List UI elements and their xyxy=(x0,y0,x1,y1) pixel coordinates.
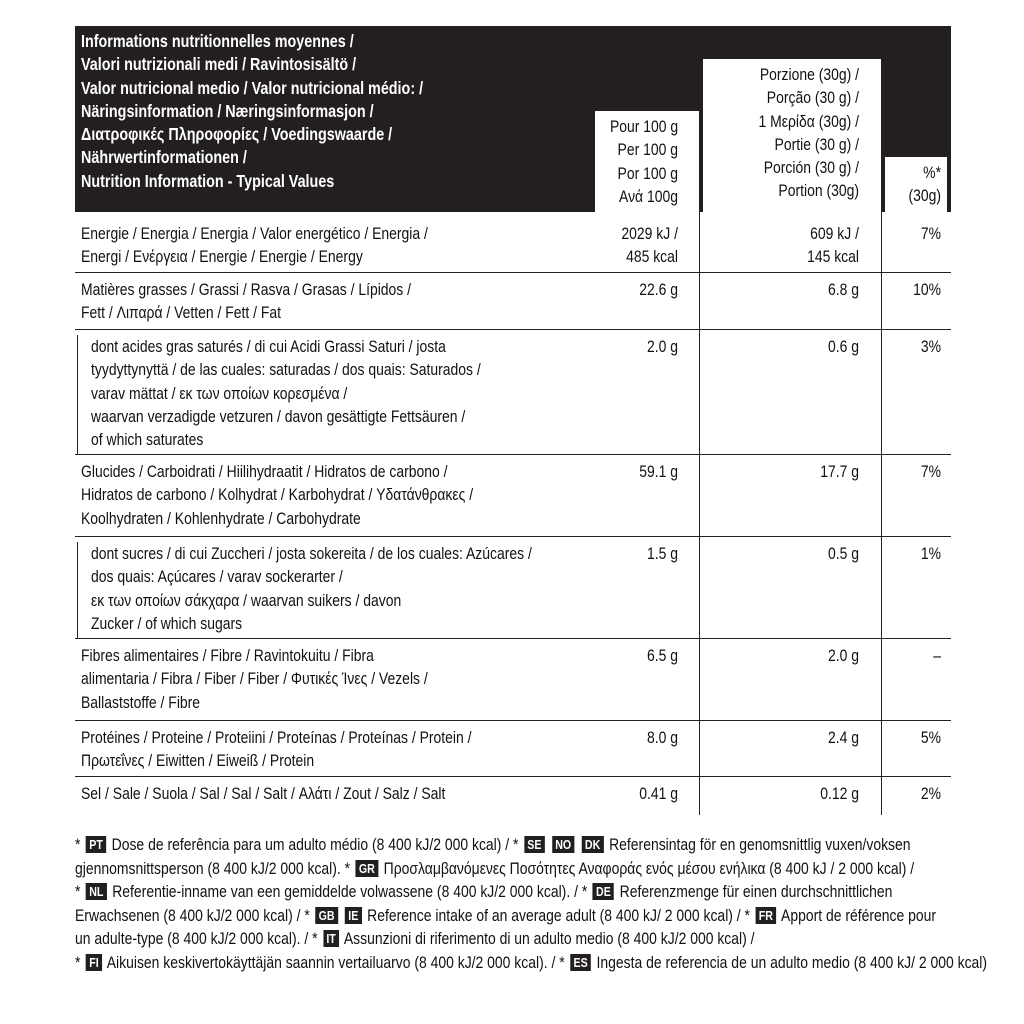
table-header xyxy=(75,26,951,212)
value-per-100g-line: 22.6 g xyxy=(639,280,678,299)
value-per-100g-line: 8.0 g xyxy=(646,728,678,747)
nutrient-name-line: dont acides gras saturés / di cui Acidi Grassi Saturi / josta xyxy=(91,337,446,356)
country-code-badge: ES xyxy=(570,954,591,971)
country-code-badge: SE xyxy=(524,836,545,853)
value-percent-ri-line: 1% xyxy=(920,544,941,563)
nutrient-name xyxy=(81,644,504,714)
nutrient-name xyxy=(81,782,525,805)
footnote-line xyxy=(75,927,797,951)
nutrient-name-line: dos quais: Açúcares / varav sockerarter / xyxy=(91,567,343,587)
value-per-portion-line: 2.4 g xyxy=(827,728,859,747)
nutrient-name-line: Ballaststoffe / Fibre xyxy=(81,692,201,712)
footnote-text: Referentie-inname van een gemiddelde volwassene (8 400 kJ/2 000 kcal). / * xyxy=(108,882,592,902)
nutrient-name xyxy=(81,278,483,325)
value-percent-ri xyxy=(897,222,941,245)
column-divider xyxy=(881,457,882,539)
value-percent-ri-line: 3% xyxy=(920,337,941,356)
column-divider xyxy=(699,723,700,779)
column-header-portion-line: 1 Μερίδα (30g) / xyxy=(758,111,859,131)
nutrient-name xyxy=(81,460,559,530)
footnote-text: Προσλαμβανόμενες Ποσότητες Αναφοράς ενός μέσου ενήλικα (8 400 kJ / 2 000 kcal) / xyxy=(379,858,915,878)
value-percent-ri xyxy=(897,335,941,358)
nutrient-name-line: εκ των οποίων σάκχαρα / waarvan suikers / davon xyxy=(91,590,402,610)
nutrient-name-line: tyydyttynyttä / de las cuales: saturadas / dos quais: Saturados / xyxy=(91,360,481,380)
column-divider xyxy=(699,275,700,332)
column-divider xyxy=(881,539,882,641)
header-title-line: Διατροφικές Πληροφορίες / Voedingswaarde / xyxy=(81,124,393,145)
value-per-100g-line: 59.1 g xyxy=(639,462,678,481)
footnote-line xyxy=(75,880,893,904)
value-per-100g xyxy=(595,726,678,749)
footnote-text: Apport de référence pour xyxy=(777,905,937,925)
table-row xyxy=(75,335,951,460)
value-per-portion-line: 0.12 g xyxy=(820,784,859,803)
nutrition-table xyxy=(75,26,951,803)
row-divider xyxy=(75,454,951,455)
nutrient-name-line: of which saturates xyxy=(91,430,204,450)
nutrient-name-line: dont sucres / di cui Zuccheri / josta sokereita / de los cuales: Azúcares / xyxy=(91,544,532,563)
column-divider xyxy=(699,539,700,641)
country-code-badge: PT xyxy=(86,836,106,853)
column-divider xyxy=(699,457,700,539)
header-title-line: Näringsinformation / Næringsinformasjon / xyxy=(81,100,374,121)
value-percent-ri xyxy=(897,460,941,483)
table-row xyxy=(75,644,951,726)
value-per-portion-line: 17.7 g xyxy=(820,462,859,481)
indent-divider xyxy=(77,542,78,638)
value-per-portion-line: 145 kcal xyxy=(807,247,859,267)
country-code-badge: GB xyxy=(315,907,338,924)
column-divider xyxy=(881,275,882,332)
header-title-line: Valori nutrizionali medi / Ravintosisältö / xyxy=(81,54,357,75)
value-per-portion xyxy=(715,726,859,749)
value-per-portion xyxy=(715,542,859,565)
footnote-text: Aikuisen keskivertokäyttäjän saannin vertailuarvo (8 400 kJ/2 000 kcal). / * xyxy=(103,952,569,972)
value-per-portion xyxy=(715,782,859,805)
footnote-text: * xyxy=(75,882,85,902)
value-per-100g xyxy=(595,222,678,269)
column-header-per-100g-line: Por 100 g xyxy=(617,163,678,183)
value-percent-ri xyxy=(897,542,941,565)
value-per-portion xyxy=(715,644,859,667)
header-title xyxy=(81,30,498,193)
table-row xyxy=(75,782,951,808)
value-per-100g xyxy=(595,460,678,483)
nutrient-name xyxy=(81,726,557,773)
footnote-line xyxy=(75,857,915,881)
value-per-portion xyxy=(715,335,859,358)
nutrient-name-line: Protéines / Proteine / Proteiini / Proteínas / Proteínas / Protein / xyxy=(81,728,472,747)
table-row xyxy=(75,542,951,644)
column-divider xyxy=(881,779,882,815)
header-title-line: Nährwertinformationen / xyxy=(81,147,247,168)
column-divider xyxy=(699,212,700,278)
footnote-text: * xyxy=(75,952,85,972)
row-divider xyxy=(75,776,951,777)
indent-divider xyxy=(77,335,78,454)
value-percent-ri-line: 10% xyxy=(913,280,941,299)
column-divider xyxy=(881,212,882,278)
row-divider xyxy=(75,329,951,330)
header-title-line: Nutrition Information - Typical Values xyxy=(81,170,335,191)
nutrient-name-line: Fett / Λιπαρά / Vetten / Fett / Fat xyxy=(81,303,282,323)
nutrient-name xyxy=(81,542,629,635)
country-code-badge: IT xyxy=(323,930,339,947)
value-per-100g xyxy=(595,278,678,301)
nutrient-name-line: Zucker / of which sugars xyxy=(91,613,243,633)
nutrient-name-line: Fibres alimentaires / Fibre / Ravintokuitu / Fibra xyxy=(81,646,374,665)
nutrient-name-line: Sel / Sale / Suola / Sal / Sal / Salt / Αλάτι / Zout / Salz / Salt xyxy=(81,784,446,803)
footnote-line xyxy=(75,904,937,928)
footnote-text xyxy=(339,906,343,925)
value-percent-ri-line: – xyxy=(933,646,941,665)
country-code-badge: DK xyxy=(582,836,604,853)
nutrient-name-line: Hidratos de carbono / Kolhydrat / Karbohydrat / Υδατάνθρακες / xyxy=(81,485,474,505)
value-per-100g xyxy=(595,782,678,805)
column-header-percent xyxy=(897,161,941,208)
value-per-100g-line: 2.0 g xyxy=(646,337,678,356)
footnote-text: gjennomsnittsperson (8 400 kJ/2 000 kcal). * xyxy=(75,858,354,878)
nutrient-name-line: waarvan verzadigde vetzuren / davon gesättigte Fettsäuren / xyxy=(91,406,466,426)
column-header-per-100g-line: Pour 100 g xyxy=(609,117,679,136)
value-per-portion xyxy=(715,278,859,301)
value-per-portion-line: 2.0 g xyxy=(827,646,859,665)
value-per-100g-line: 6.5 g xyxy=(646,646,678,665)
footnote-text: Reference intake of an average adult (8 400 kJ/ 2 000 kcal) / * xyxy=(363,905,754,925)
column-divider xyxy=(699,641,700,723)
column-divider xyxy=(699,332,700,457)
column-header-portion-line: Portie (30 g) / xyxy=(774,134,859,154)
footnote-text: Ingesta de referencia de un adulto medio (8 400 kJ/ 2 000 kcal) xyxy=(592,952,988,972)
value-per-portion-line: 6.8 g xyxy=(827,280,859,299)
column-header-portion-line: Porção (30 g) / xyxy=(766,88,859,108)
table-row xyxy=(75,460,951,542)
header-title-line: Informations nutritionnelles moyennes / xyxy=(81,31,354,51)
nutrient-name-line: Matières grasses / Grassi / Rasva / Grasas / Lípidos / xyxy=(81,280,412,299)
footnote-text: Erwachsenen (8 400 kJ/2 000 kcal) / * xyxy=(75,905,314,925)
value-per-portion-line: 609 kJ / xyxy=(810,224,859,243)
country-code-badge: GR xyxy=(356,860,379,877)
country-code-badge: NL xyxy=(86,883,107,900)
footnote-line xyxy=(75,833,911,857)
value-percent-ri xyxy=(897,644,941,667)
footnote xyxy=(75,833,988,975)
nutrient-name-line: Energie / Energia / Energia / Valor energético / Energia / xyxy=(81,224,428,243)
value-percent-ri-line: 7% xyxy=(920,462,941,481)
row-divider xyxy=(75,720,951,721)
nutrient-name-line: alimentaria / Fibra / Fiber / Fiber / Φυτικές Ίνες / Vezels / xyxy=(81,669,428,689)
column-header-portion-line: Porción (30 g) / xyxy=(763,158,859,178)
value-per-100g xyxy=(595,644,678,667)
column-divider xyxy=(699,164,700,212)
column-header-percent-line: %* xyxy=(923,163,941,182)
country-code-badge: IE xyxy=(345,907,362,924)
value-per-100g xyxy=(595,335,678,358)
footnote-text xyxy=(576,835,580,854)
nutrient-name-line: Energi / Ενέργεια / Energie / Energie / Energy xyxy=(81,247,363,267)
nutrient-name-line: varav mättat / εκ των οποίων κορεσμένα / xyxy=(91,383,348,403)
table-row xyxy=(75,726,951,782)
table-row xyxy=(75,222,951,278)
value-percent-ri xyxy=(897,726,941,749)
footnote-text: Dose de referência para um adulto médio (8 400 kJ/2 000 kcal) / * xyxy=(107,835,523,854)
column-header-per-100g-line: Per 100 g xyxy=(617,140,678,160)
country-code-badge: FI xyxy=(86,954,102,971)
column-header-portion-line: Porzione (30g) / xyxy=(759,65,859,84)
row-divider xyxy=(75,272,951,273)
value-percent-ri xyxy=(897,782,941,805)
footnote-line xyxy=(75,951,988,975)
value-percent-ri xyxy=(897,278,941,301)
footnote-text xyxy=(546,835,550,854)
column-divider xyxy=(699,779,700,815)
nutrient-name xyxy=(81,222,504,269)
value-per-100g xyxy=(595,542,678,565)
table-row xyxy=(75,278,951,335)
row-divider xyxy=(75,638,951,639)
value-per-portion-line: 0.6 g xyxy=(827,337,859,356)
value-per-100g-line: 485 kcal xyxy=(626,247,678,267)
column-header-portion-line: Portion (30g) xyxy=(778,181,859,201)
nutrient-name-line: Πρωτεΐνες / Eiwitten / Eiweiß / Protein xyxy=(81,751,315,771)
value-percent-ri-line: 7% xyxy=(920,224,941,243)
value-per-portion xyxy=(715,460,859,483)
footnote-text: Referensintag för en genomsnittlig vuxen/voksen xyxy=(605,835,911,854)
footnote-text: Referenzmenge für einen durchschnittlichen xyxy=(615,882,893,902)
value-percent-ri-line: 5% xyxy=(920,728,941,747)
value-per-100g-line: 0.41 g xyxy=(639,784,678,803)
column-header-per-100g-line: Ανά 100g xyxy=(619,186,678,206)
nutrient-name xyxy=(81,335,566,451)
value-per-portion-line: 0.5 g xyxy=(827,544,859,563)
column-header-portion xyxy=(715,63,859,203)
nutrient-name-line: Koolhydraten / Kohlenhydrate / Carbohydrate xyxy=(81,508,361,528)
header-title-line: Valor nutricional medio / Valor nutricional médio: / xyxy=(81,77,424,98)
column-divider xyxy=(881,641,882,723)
value-per-portion xyxy=(715,222,859,269)
country-code-badge: NO xyxy=(552,836,575,853)
footnote-text: Assunzioni di riferimento di un adulto medio (8 400 kJ/2 000 kcal) / xyxy=(340,929,755,949)
column-header-percent-line: (30g) xyxy=(908,186,941,206)
value-percent-ri-line: 2% xyxy=(920,784,941,803)
nutrient-name-line: Glucides / Carboidrati / Hiilihydraatit / Hidratos de carbono / xyxy=(81,462,448,481)
column-divider xyxy=(881,332,882,457)
value-per-100g-line: 2029 kJ / xyxy=(621,224,678,243)
country-code-badge: DE xyxy=(593,883,614,900)
footnote-text: un adulte-type (8 400 kJ/2 000 kcal). / * xyxy=(75,929,322,949)
row-divider xyxy=(75,536,951,537)
country-code-badge: FR xyxy=(755,907,776,924)
value-per-100g-line: 1.5 g xyxy=(646,544,678,563)
column-divider xyxy=(881,156,882,212)
footnote-text: * xyxy=(75,835,85,854)
column-divider xyxy=(881,723,882,779)
column-header-per-100g xyxy=(595,115,678,208)
